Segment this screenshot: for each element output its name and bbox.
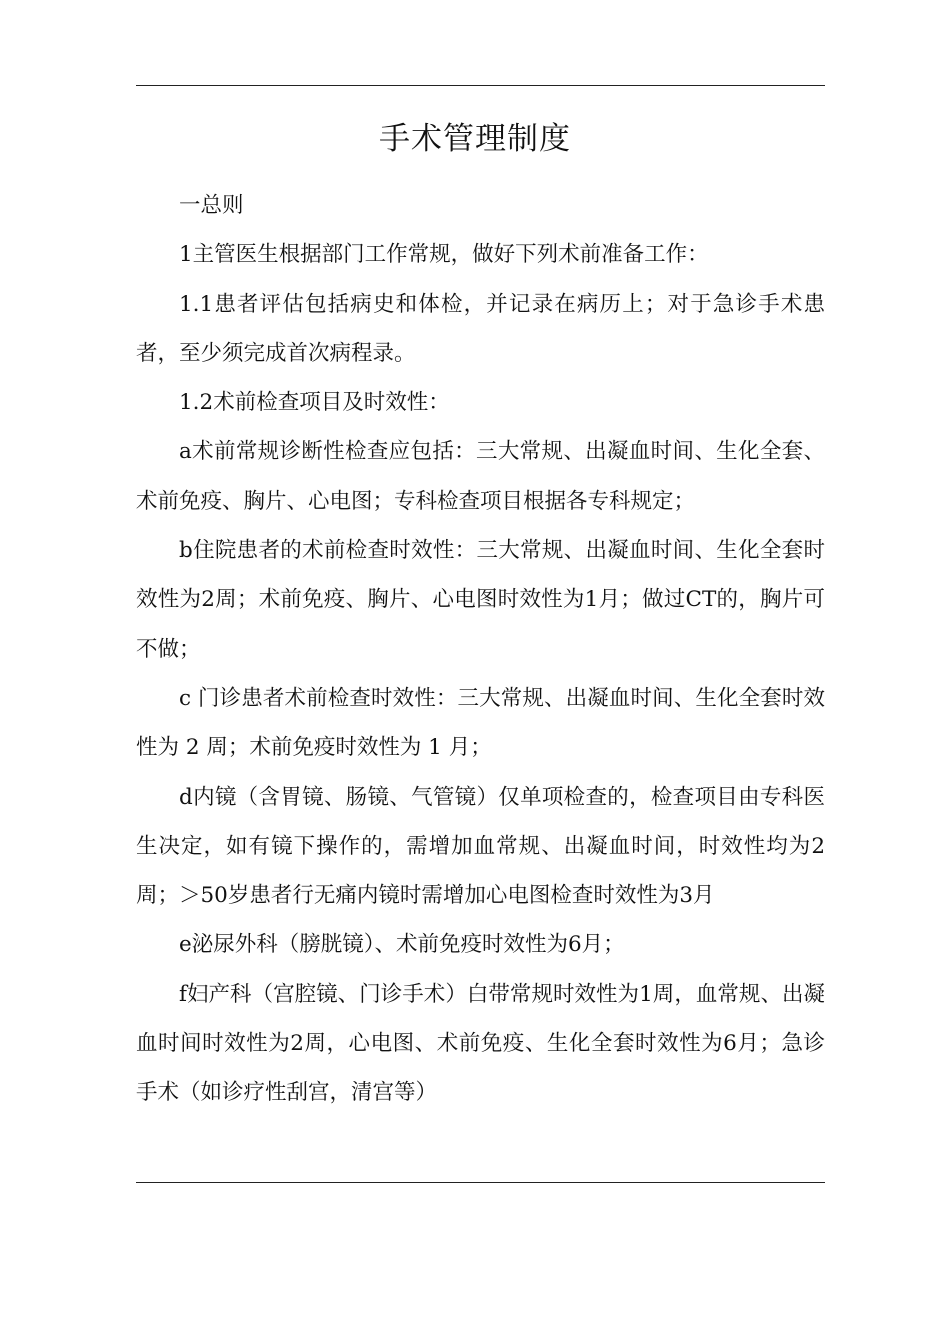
section-heading: 一总则 (179, 193, 244, 218)
paragraph-item: d内镜（含胃镜、肠镜、气管镜）仅单项检查的，检查项目由专科医生决定，如有镜下操作的，需增加血常规、出凝血时间，时效性均为2周；＞50岁患者行无痛内镜时需增加心电图检查时效性为3月 (136, 784, 825, 909)
paragraph-item: a术前常规诊断性检查应包括：三大常规、出凝血时间、生化全套、术前免疫、胸片、心电图；专科检查项目根据各专科规定； (136, 439, 825, 514)
paragraph-item: e泌尿外科（膀胱镜）、术前免疫时效性为6月； (179, 932, 625, 958)
paragraph-item: b住院患者的术前检查时效性：三大常规、出凝血时间、生化全套时效性为2周；术前免疫、胸片、心电图时效性为1月；做过CT的，胸片可不做； (136, 538, 825, 662)
footer-rule (136, 1182, 825, 1183)
paragraph-item: 1主管医生根据部门工作常规，做好下列术前准备工作： (179, 242, 709, 268)
header-rule (136, 85, 825, 86)
document-title: 手术管理制度 (379, 121, 571, 157)
document-body (136, 181, 825, 1118)
paragraph-item: 1.2术前检查项目及时效性： (179, 390, 450, 416)
paragraph-item: 1.1患者评估包括病史和体检，并记录在病历上；对于急诊手术患者，至少须完成首次病程录。 (136, 291, 825, 366)
paragraph-item: c 门诊患者术前检查时效性：三大常规、出凝血时间、生化全套时效性为 2 周；术前免疫时效性为 1 月； (136, 685, 825, 761)
paragraph-item: f妇产科（宫腔镜、门诊手术）白带常规时效性为1周，血常规、出凝血时间时效性为2周，心电图、术前免疫、生化全套时效性为6月；急诊手术（如诊疗性刮宫，清宫等） (136, 981, 825, 1106)
